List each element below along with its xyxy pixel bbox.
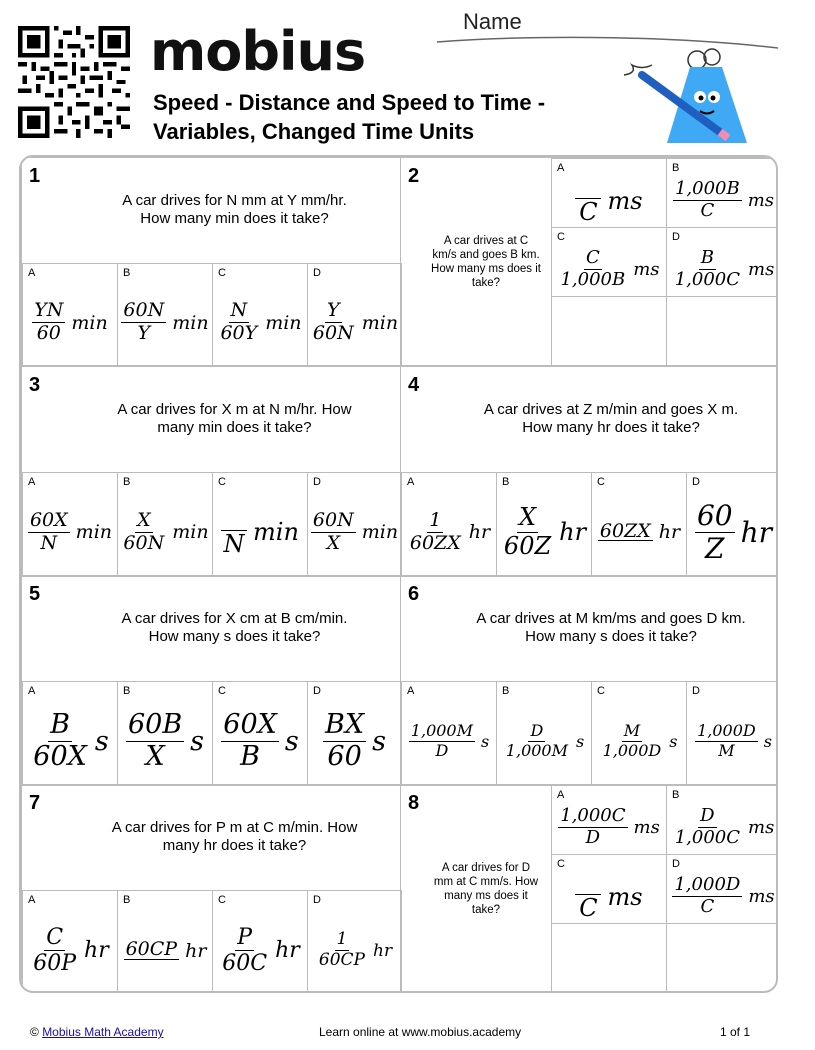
question-number: 8	[408, 792, 420, 814]
page-number: 1 of 1	[720, 1025, 751, 1039]
answer-option[interactable]: B $\frac{D}{1,000M}$ s	[496, 681, 592, 786]
question-text: A car drives at C km/s and goes B km. How many ms does it take?	[431, 235, 541, 289]
answer-option[interactable]: D $\frac{1,000D}{C}$ ms	[666, 854, 778, 924]
answer-option[interactable]: C $\frac{P}{60C}$ hr	[212, 890, 308, 993]
question-text: A car drives for N mm at Y mm/hr. How many min does it take?	[122, 192, 347, 227]
answer-option[interactable]: A $\frac{1,000C}{D}$ ms	[551, 785, 667, 855]
question-7	[21, 784, 401, 993]
answer-option[interactable]: C 60ZX hr	[591, 472, 687, 577]
answer-option[interactable]: B $\frac{D}{1,000C}$ ms	[666, 785, 778, 855]
question-number: 3	[29, 374, 41, 396]
question-number: 1	[29, 165, 41, 187]
answer-option[interactable]: A $\frac{B}{60X}$ s	[22, 681, 118, 786]
answer-option[interactable]: D $\frac{BX}{60}$ s	[307, 681, 402, 786]
answer-option[interactable]: D $\frac{1}{60CP}$ hr	[307, 890, 402, 993]
question-number: 7	[29, 792, 41, 814]
question-1	[21, 157, 401, 366]
answer-option[interactable]: D $\frac{60}{Z}$ hr	[686, 472, 778, 577]
answer-option[interactable]: C $\frac{60X}{B}$ s	[212, 681, 308, 786]
mascot-illustration	[612, 45, 772, 155]
brand-logo: mobius	[150, 20, 366, 83]
question-number: 4	[408, 374, 420, 396]
question-text: A car drives for X m at N m/hr. How many min does it take?	[117, 401, 352, 436]
question-text: A car drives for D mm at C mm/s. How many ms does it take?	[433, 862, 539, 916]
page-title: Speed - Distance and Speed to Time - Variables, Changed Time Units	[153, 90, 546, 144]
question-number: 5	[29, 583, 41, 605]
answer-option[interactable]: D $\frac{1,000D}{M}$ s	[686, 681, 778, 786]
question-2	[400, 157, 778, 366]
empty-cell	[666, 923, 778, 993]
question-number: 2	[408, 165, 420, 187]
answer-option[interactable]: D $\frac{B}{1,000C}$ ms	[666, 227, 778, 297]
answer-option[interactable]: C $\frac{N}{60Y}$ min	[212, 263, 308, 367]
question-text: A car drives at M km/ms and goes D km. How many s does it take?	[476, 610, 746, 645]
question-text: A car drives for X cm at B cm/min. How many s does it take?	[121, 610, 348, 645]
answer-option[interactable]: B 60CP hr	[117, 890, 213, 993]
empty-cell	[666, 296, 778, 367]
question-text: A car drives at Z m/min and goes X m. How many hr does it take?	[483, 401, 739, 436]
question-number: 6	[408, 583, 420, 605]
answer-option[interactable]: A $\frac{60X}{N}$ min	[22, 472, 118, 577]
question-text: A car drives for P m at C m/min. How many hr does it take?	[111, 819, 358, 854]
question-6	[400, 575, 778, 785]
empty-cell	[551, 296, 667, 367]
footer-link[interactable]: Mobius Math Academy	[42, 1025, 164, 1039]
answer-option[interactable]: B $\frac{60N}{Y}$ min	[117, 263, 213, 367]
answer-option[interactable]: A $\frac{C}{60P}$ hr	[22, 890, 118, 993]
answer-option[interactable]: C N min	[212, 472, 308, 577]
answer-option[interactable]: A $\frac{1}{60ZX}$ hr	[401, 472, 497, 577]
name-label: Name	[463, 9, 522, 34]
answer-option[interactable]: C $\frac{M}{1,000D}$ s	[591, 681, 687, 786]
answer-option[interactable]: D $\frac{Y}{60N}$ min	[307, 263, 402, 367]
answer-option[interactable]: A C ms	[551, 158, 667, 228]
qr-code	[18, 26, 130, 138]
answer-option[interactable]: B $\frac{X}{60N}$ min	[117, 472, 213, 577]
footer-copyright: © Mobius Math Academy	[30, 1025, 164, 1039]
answer-option[interactable]: A $\frac{1,000M}{D}$ s	[401, 681, 497, 786]
question-8	[400, 784, 778, 993]
answer-option[interactable]: C $\frac{C}{1,000B}$ ms	[551, 227, 667, 297]
question-5	[21, 575, 401, 785]
empty-cell	[551, 923, 667, 993]
answer-option[interactable]: C C ms	[551, 854, 667, 924]
answer-option[interactable]: B $\frac{1,000B}{C}$ ms	[666, 158, 778, 228]
question-3	[21, 366, 401, 576]
answer-option[interactable]: A $\frac{YN}{60}$ min	[22, 263, 118, 367]
answer-option[interactable]: B $\frac{60B}{X}$ s	[117, 681, 213, 786]
answer-option[interactable]: D $\frac{60N}{X}$ min	[307, 472, 402, 577]
answer-option[interactable]: B $\frac{X}{60Z}$ hr	[496, 472, 592, 577]
footer-center: Learn online at www.mobius.academy	[319, 1025, 522, 1039]
question-4	[400, 366, 778, 576]
worksheet-grid	[19, 155, 778, 993]
